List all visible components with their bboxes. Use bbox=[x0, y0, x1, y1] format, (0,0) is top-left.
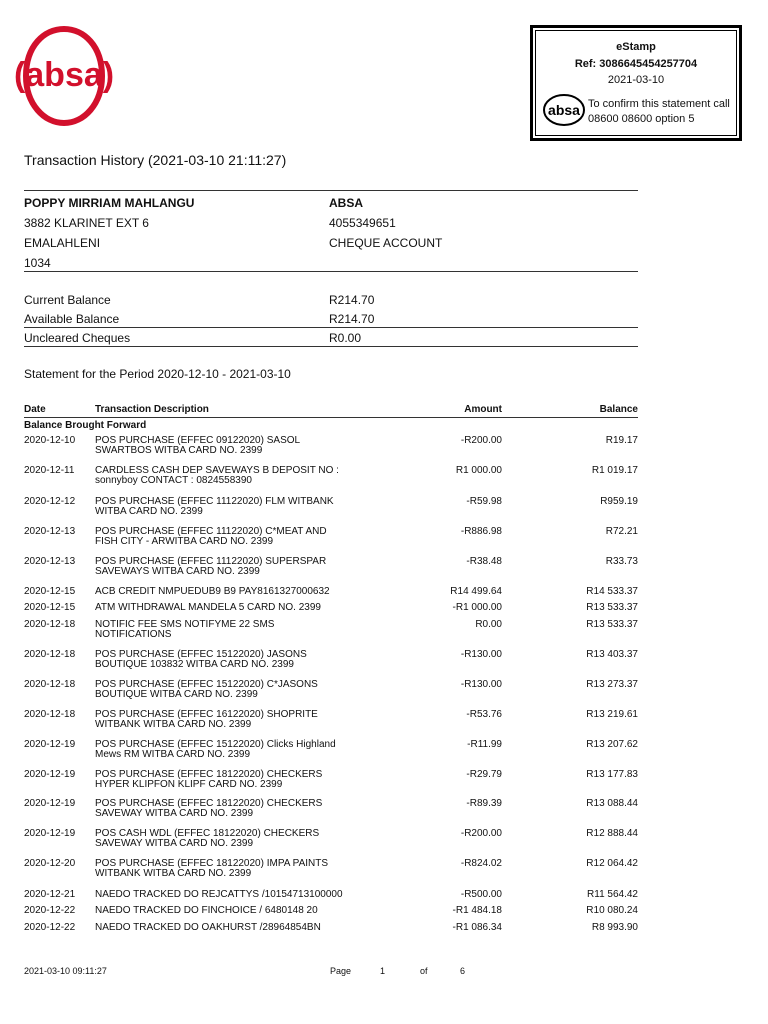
row-desc-line1: POS PURCHASE (EFFEC 15122020) C*JASONS bbox=[95, 679, 318, 690]
row-balance: R14 533.37 bbox=[586, 586, 638, 597]
row-amount: -R200.00 bbox=[460, 828, 502, 839]
row-desc-line2: WITBA CARD NO. 2399 bbox=[95, 506, 203, 517]
row-desc-line1: NOTIFIC FEE SMS NOTIFYME 22 SMS bbox=[95, 619, 275, 630]
header-date: Date bbox=[24, 404, 46, 415]
estamp-absa-logo bbox=[542, 93, 586, 127]
balance-value-current: R214.70 bbox=[329, 293, 375, 307]
row-description bbox=[95, 770, 395, 790]
row-desc-line2: WITBANK WITBA CARD NO. 2399 bbox=[95, 719, 252, 730]
row-description bbox=[95, 436, 395, 456]
row-balance: R13 533.37 bbox=[586, 619, 638, 630]
row-desc-line2: FISH CITY - ARWITBA CARD NO. 2399 bbox=[95, 536, 274, 547]
row-date: 2020-12-11 bbox=[24, 465, 75, 476]
estamp-confirm bbox=[588, 97, 734, 127]
row-balance: R33.73 bbox=[605, 556, 638, 567]
row-description bbox=[95, 923, 395, 933]
row-desc-line2: NOTIFICATIONS bbox=[95, 629, 172, 640]
row-amount: -R130.00 bbox=[460, 649, 502, 660]
table-row bbox=[24, 923, 638, 953]
table-row bbox=[24, 620, 638, 650]
row-desc-line1: POS PURCHASE (EFFEC 18122020) CHECKERS bbox=[95, 798, 323, 809]
balance-label-uncleared: Uncleared Cheques bbox=[24, 331, 131, 345]
row-description bbox=[95, 466, 395, 486]
row-description bbox=[95, 710, 395, 730]
row-description bbox=[95, 497, 395, 517]
row-desc-line1: POS PURCHASE (EFFEC 15122020) Clicks Highland bbox=[95, 739, 336, 750]
row-amount: -R886.98 bbox=[460, 526, 502, 537]
row-date: 2020-12-10 bbox=[24, 435, 76, 446]
row-desc-line2: SAVEWAY WITBA CARD NO. 2399 bbox=[95, 838, 254, 849]
divider-top bbox=[24, 190, 638, 191]
row-balance: R13 088.44 bbox=[586, 798, 638, 809]
logo-wordmark: (absa) bbox=[13, 56, 115, 94]
row-date: 2020-12-19 bbox=[24, 769, 76, 780]
row-date: 2020-12-19 bbox=[24, 739, 76, 750]
row-amount: R0.00 bbox=[475, 619, 502, 630]
row-amount: -R500.00 bbox=[460, 889, 502, 900]
row-balance: R13 219.61 bbox=[586, 709, 638, 720]
table-row bbox=[24, 770, 638, 800]
row-balance: R11 564.42 bbox=[587, 889, 638, 900]
estamp-title: eStamp bbox=[616, 41, 656, 53]
table-row bbox=[24, 527, 638, 557]
footer-page-number: 1 bbox=[380, 966, 386, 976]
table-row bbox=[24, 829, 638, 859]
row-desc-line1: POS PURCHASE (EFFEC 11122020) FLM WITBANK bbox=[95, 496, 334, 507]
customer-name: POPPY MIRRIAM MAHLANGU bbox=[24, 196, 195, 210]
row-balance: R13 273.37 bbox=[586, 679, 638, 690]
table-row bbox=[24, 799, 638, 829]
row-description bbox=[95, 680, 395, 700]
table-row bbox=[24, 650, 638, 680]
row-date: 2020-12-15 bbox=[24, 602, 76, 613]
header-balance: Balance bbox=[599, 404, 638, 415]
row-balance: R72.21 bbox=[605, 526, 638, 537]
row-date: 2020-12-19 bbox=[24, 828, 76, 839]
balance-label-available: Available Balance bbox=[24, 312, 120, 326]
mini-logo-wordmark: absa bbox=[548, 102, 580, 118]
estamp-inner bbox=[535, 30, 737, 136]
row-amount: -R1 484.18 bbox=[452, 905, 502, 916]
row-desc-line2: SAVEWAY WITBA CARD NO. 2399 bbox=[95, 808, 254, 819]
row-amount: R14 499.64 bbox=[450, 586, 502, 597]
row-desc-line2: BOUTIQUE 103832 WITBA CARD NO. 2399 bbox=[95, 659, 294, 670]
row-amount: -R130.00 bbox=[460, 679, 502, 690]
row-desc-line1: NAEDO TRACKED DO OAKHURST /28964854BN bbox=[95, 922, 321, 933]
row-desc-line2: SAVEWAYS WITBA CARD NO. 2399 bbox=[95, 566, 260, 577]
row-date: 2020-12-13 bbox=[24, 556, 76, 567]
row-desc-line1: POS PURCHASE (EFFEC 15122020) JASONS bbox=[95, 649, 307, 660]
row-balance: R10 080.24 bbox=[586, 905, 638, 916]
table-row bbox=[24, 740, 638, 770]
footer-page-label: Page bbox=[330, 966, 352, 976]
page-title: Transaction History (2021-03-10 21:11:27) bbox=[24, 152, 287, 168]
account-number: 4055349651 bbox=[329, 216, 396, 230]
footer-of-label: of bbox=[420, 966, 428, 976]
estamp-ref: Ref: 3086645454257704 bbox=[574, 58, 698, 70]
row-description bbox=[95, 603, 395, 613]
row-desc-line1: POS PURCHASE (EFFEC 18122020) IMPA PAINTS bbox=[95, 858, 329, 869]
table-row bbox=[24, 497, 638, 527]
row-desc-line1: POS PURCHASE (EFFEC 18122020) CHECKERS bbox=[95, 769, 323, 780]
row-date: 2020-12-18 bbox=[24, 709, 76, 720]
row-desc-line1: ATM WITHDRAWAL MANDELA 5 CARD NO. 2399 bbox=[95, 602, 321, 613]
footer-timestamp: 2021-03-10 09:11:27 bbox=[24, 966, 107, 976]
row-amount: -R1 000.00 bbox=[452, 602, 502, 613]
row-balance: R13 177.83 bbox=[586, 769, 638, 780]
header-amount: Amount bbox=[464, 404, 502, 415]
row-date: 2020-12-20 bbox=[24, 858, 76, 869]
row-desc-line2: SWARTBOS WITBA CARD NO. 2399 bbox=[95, 445, 263, 456]
row-description bbox=[95, 620, 395, 640]
table-row bbox=[24, 466, 638, 496]
row-amount: -R89.39 bbox=[466, 798, 502, 809]
balance-value-uncleared: R0.00 bbox=[329, 331, 362, 345]
row-amount: -R1 086.34 bbox=[452, 922, 502, 933]
row-desc-line1: NAEDO TRACKED DO FINCHOICE / 6480148 20 bbox=[95, 905, 318, 916]
row-balance: R13 207.62 bbox=[586, 739, 638, 750]
row-balance: R13 403.37 bbox=[586, 649, 638, 660]
row-desc-line1: ACB CREDIT NMPUEDUB9 B9 PAY8161327000632 bbox=[95, 586, 330, 597]
balance-brought-forward: Balance Brought Forward bbox=[24, 420, 147, 431]
row-date: 2020-12-19 bbox=[24, 798, 76, 809]
balance-label-current: Current Balance bbox=[24, 293, 111, 307]
balance-value-available: R214.70 bbox=[329, 312, 375, 326]
divider-info bbox=[24, 271, 638, 272]
row-desc-line1: POS PURCHASE (EFFEC 11122020) C*MEAT AND bbox=[95, 526, 327, 537]
row-description bbox=[95, 587, 395, 597]
table-row bbox=[24, 436, 638, 466]
row-balance: R1 019.17 bbox=[591, 465, 638, 476]
estamp-box bbox=[530, 25, 742, 141]
row-balance: R959.19 bbox=[600, 496, 638, 507]
row-description bbox=[95, 859, 395, 879]
row-balance: R12 888.44 bbox=[586, 828, 638, 839]
customer-postal: 1034 bbox=[24, 256, 51, 270]
estamp-date: 2021-03-10 bbox=[607, 74, 665, 86]
statement-period: Statement for the Period 2020-12-10 - 2021-03-10 bbox=[24, 367, 291, 381]
row-desc-line1: POS PURCHASE (EFFEC 11122020) SUPERSPAR bbox=[95, 556, 327, 567]
row-amount: -R29.79 bbox=[466, 769, 502, 780]
row-amount: -R824.02 bbox=[460, 858, 502, 869]
row-desc-line2: sonnyboy CONTACT : 0824558390 bbox=[95, 475, 252, 486]
row-balance: R8 993.90 bbox=[591, 922, 638, 933]
row-description bbox=[95, 527, 395, 547]
row-date: 2020-12-22 bbox=[24, 905, 76, 916]
row-desc-line1: POS PURCHASE (EFFEC 16122020) SHOPRITE bbox=[95, 709, 318, 720]
divider-table-header bbox=[24, 417, 638, 418]
row-balance: R12 064.42 bbox=[586, 858, 638, 869]
row-desc-line2: BOUTIQUE WITBA CARD NO. 2399 bbox=[95, 689, 258, 700]
table-row bbox=[24, 859, 638, 889]
account-bank: ABSA bbox=[329, 196, 364, 210]
row-date: 2020-12-18 bbox=[24, 649, 76, 660]
row-amount: -R59.98 bbox=[466, 496, 502, 507]
row-amount: -R11.99 bbox=[467, 739, 502, 750]
row-desc-line1: POS PURCHASE (EFFEC 09122020) SASOL bbox=[95, 435, 301, 446]
row-amount: -R200.00 bbox=[460, 435, 502, 446]
footer-total-pages: 6 bbox=[460, 966, 466, 976]
row-desc-line2: HYPER KLIPFON KLIPF CARD NO. 2399 bbox=[95, 779, 283, 790]
row-description bbox=[95, 890, 395, 900]
header-description: Transaction Description bbox=[95, 404, 209, 415]
row-amount: R1 000.00 bbox=[455, 465, 502, 476]
row-description bbox=[95, 557, 395, 577]
divider-balances-mid bbox=[24, 327, 638, 328]
row-amount: -R38.48 bbox=[466, 556, 502, 567]
row-description bbox=[95, 650, 395, 670]
estamp-confirm-line2: 08600 08600 option 5 bbox=[588, 113, 695, 125]
row-description bbox=[95, 799, 395, 819]
row-description bbox=[95, 829, 395, 849]
row-date: 2020-12-15 bbox=[24, 586, 76, 597]
row-description bbox=[95, 740, 395, 760]
row-desc-line2: Mews RM WITBA CARD NO. 2399 bbox=[95, 749, 251, 760]
row-amount: -R53.76 bbox=[466, 709, 502, 720]
table-row bbox=[24, 710, 638, 740]
row-date: 2020-12-22 bbox=[24, 922, 76, 933]
row-date: 2020-12-18 bbox=[24, 619, 76, 630]
table-row bbox=[24, 680, 638, 710]
absa-logo bbox=[13, 26, 115, 126]
row-desc-line1: NAEDO TRACKED DO REJCATTYS /10154713100000 bbox=[95, 889, 343, 900]
row-date: 2020-12-12 bbox=[24, 496, 76, 507]
account-type: CHEQUE ACCOUNT bbox=[329, 236, 443, 250]
row-desc-line1: CARDLESS CASH DEP SAVEWAYS B DEPOSIT NO : bbox=[95, 465, 339, 476]
customer-address1: 3882 KLARINET EXT 6 bbox=[24, 216, 149, 230]
row-date: 2020-12-18 bbox=[24, 679, 76, 690]
row-date: 2020-12-13 bbox=[24, 526, 76, 537]
row-balance: R19.17 bbox=[605, 435, 638, 446]
divider-balances bbox=[24, 346, 638, 347]
row-description bbox=[95, 906, 395, 916]
table-row bbox=[24, 557, 638, 587]
row-date: 2020-12-21 bbox=[24, 889, 76, 900]
customer-address2: EMALAHLENI bbox=[24, 236, 101, 250]
row-balance: R13 533.37 bbox=[586, 602, 638, 613]
row-desc-line1: POS CASH WDL (EFFEC 18122020) CHECKERS bbox=[95, 828, 320, 839]
estamp-confirm-line1: To confirm this statement call bbox=[588, 98, 730, 110]
row-desc-line2: WITBANK WITBA CARD NO. 2399 bbox=[95, 868, 252, 879]
